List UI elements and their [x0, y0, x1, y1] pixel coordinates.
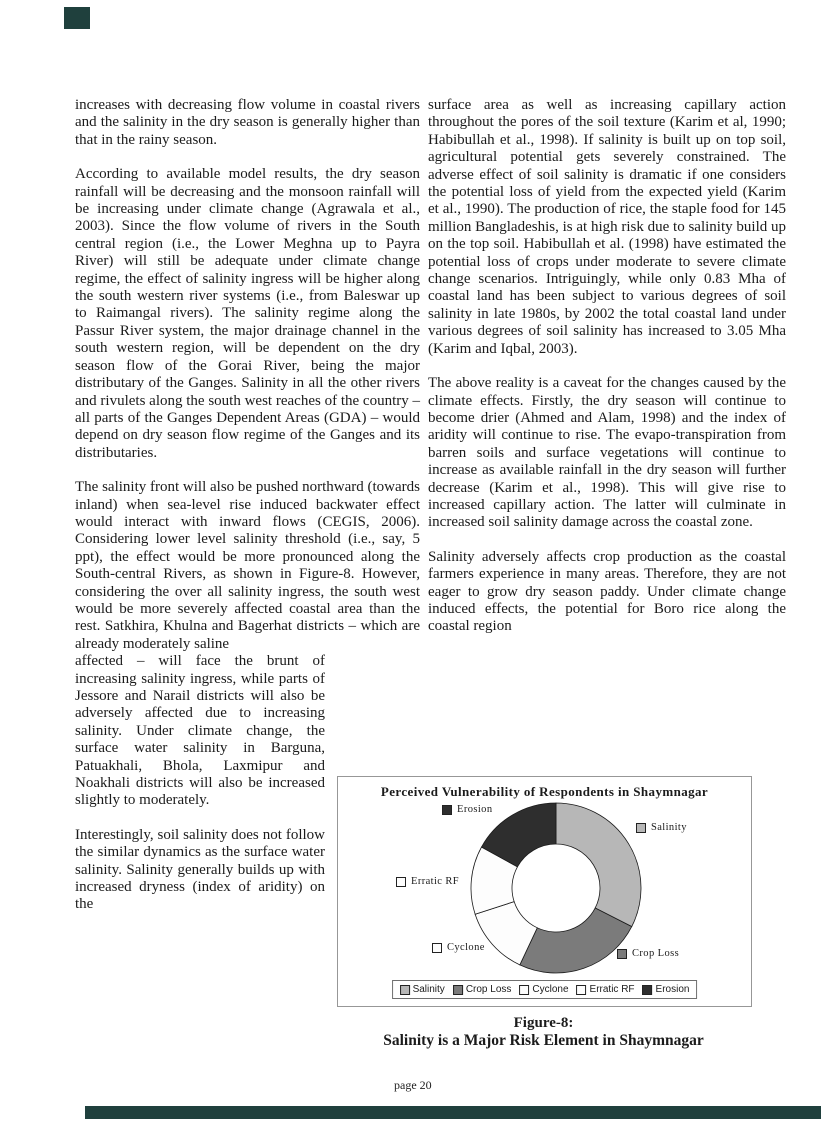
salinity-swatch-icon: [400, 985, 410, 995]
erratic-rf-swatch-icon: [396, 877, 406, 887]
legend-item-erratic-rf: [577, 984, 635, 995]
callout-text: Erratic RF: [411, 876, 460, 887]
legend-item-crop-loss: [453, 984, 512, 995]
legend-item-erosion: [643, 984, 690, 995]
legend-text: Crop Loss: [465, 984, 512, 995]
callout-label-salinity: [636, 822, 687, 833]
donut-segment-salinity: [556, 803, 641, 927]
donut-segment-crop-loss: [520, 908, 632, 973]
callout-text: Cyclone: [447, 942, 485, 953]
paragraph: The salinity front will also be pushed northward (towards inland) when sea-level rise induced backwater effect would interact with inward flows (CEGIS, 2006). Considering lower level salinity threshold (i.e., say, 5 ppt), the effect would be more pronounced along the South-central Rivers, as shown in Figure-8. However, considering the over all salinity ingress, the south west would be more severely affected coastal area than the rest. Satkhira, Khulna and Bagerhat districts – which are already moderately saline: [75, 479, 420, 652]
cyclone-swatch-icon: [519, 985, 529, 995]
page-number: page 20: [394, 1078, 432, 1092]
crop-loss-swatch-icon: [617, 949, 627, 959]
erosion-swatch-icon: [442, 805, 452, 815]
paragraph: surface area as well as increasing capillary action throughout the pores of the soil texture (Karim et al, 1990; Habibullah et al., 1998). If salinity is built up on top soil, agricultural potential gets severely constrained. The adverse effect of soil salinity is dramatic if one considers the potential loss of yield from the expected yield (Karim et al., 1990). The production of rice, the staple food for 145 million Bangladeshis, is at high risk due to salinity build up on the top soil. Habibullah et al. (1998) have estimated the potential loss of crops under moderate to severe climate change scenarios. Intriguingly, while only 0.83 Mha of coastal land has been subject to various degrees of soil salinity in late 1980s, by 2002 the total coastal land under various degrees of soil salinity has increased to 3.05 Mha (Karim and Iqbal, 2003).: [428, 97, 786, 357]
callout-label-crop-loss: [617, 948, 679, 959]
chart-title: Perceived Vulnerability of Respondents in Shaymnagar: [380, 784, 709, 799]
paragraph: Salinity adversely affects crop production as the coastal farmers experience in many areas. Therefore, they are not eager to grow dry season paddy. Under climate change induced effects, the potential for Boro rice along the coastal region: [428, 548, 786, 635]
figure-8-chart-panel: [337, 776, 752, 1007]
erosion-swatch-icon: [643, 985, 653, 995]
erratic-rf-swatch-icon: [577, 985, 587, 995]
legend-text: Cyclone: [532, 984, 569, 995]
corner-accent-mark: [64, 7, 90, 29]
callout-label-erosion: [442, 804, 492, 815]
paragraph: Interestingly, soil salinity does not follow the similar dynamics as the surface water salinity. Salinity generally builds up with increased dryness (index of aridity) on the: [75, 826, 325, 913]
callout-label-cyclone: [432, 942, 485, 953]
salinity-swatch-icon: [636, 823, 646, 833]
callout-text: Salinity: [651, 822, 687, 833]
cyclone-swatch-icon: [432, 943, 442, 953]
legend-item-cyclone: [519, 984, 568, 995]
callout-text: Erosion: [457, 804, 493, 815]
callout-text: Crop Loss: [632, 948, 680, 959]
paragraph: increases with decreasing flow volume in coastal rivers and the salinity in the dry season is generally higher than that in the rainy season.: [75, 97, 420, 148]
paragraph: According to available model results, the dry season rainfall will be decreasing and the monsoon rainfall will be increasing under climate change (Agrawala et al., 2003). Since the flow volume of rivers in the South central region (i.e., the Lower Meghna up to Payra River) will still be adequate under climate change regime, the effect of salinity ingress will be higher along the south western river systems (i.e., from Baleswar up to Raimangal rivers). The salinity regime along the Passur River system, the major drainage channel in the south western region, will be dependent on the dry season flow of the Gorai River, being the major distributary of the Ganges. Salinity in all the other rivers and rivulets along the south west reaches of the country – all parts of the Ganges Dependent Areas (GDA) – would depend on dry season flow regime of the Ganges and its distributaries.: [75, 166, 420, 461]
left-column-narrow-wrap: [75, 653, 325, 914]
footer-accent-bar: [85, 1106, 821, 1119]
donut-chart: [338, 777, 751, 1006]
callout-label-erratic-rf: [396, 876, 459, 887]
figure-caption-text: Salinity is a Major Risk Element in Shaymnagar: [383, 1032, 704, 1049]
legend-text: Erratic RF: [589, 984, 635, 995]
paragraph: affected – will face the brunt of increasing salinity ingress, while parts of Jessore and Narail districts will also be adversely affected due to increasing salinity. Under climate change, the surface water salinity in Barguna, Patuakhali, Bhola, Laxmipur and Noakhali districts will also be increased slightly to moderately.: [75, 653, 325, 809]
paragraph: The above reality is a caveat for the changes caused by the climate effects. Firstly, the dry season will continue to become drier (Ahmed and Alam, 1998) and the index of aridity will continue to rise. The evapo-transpiration from barren soils and surface vegetations will continue to increase as available rainfall in the dry season will further decrease (Karim et al., 1998). This will give rise to increased capillary action. The latter will culminate in increased soil salinity damage across the coastal zone.: [428, 375, 786, 531]
legend-item-salinity: [400, 984, 445, 995]
figure-caption: [337, 1015, 750, 1050]
legend-text: Erosion: [655, 984, 690, 995]
crop-loss-swatch-icon: [453, 985, 463, 995]
figure-caption-number: Figure-8:: [513, 1015, 574, 1031]
chart-legend: [392, 980, 698, 999]
right-column: [428, 97, 786, 653]
legend-text: Salinity: [412, 984, 445, 995]
